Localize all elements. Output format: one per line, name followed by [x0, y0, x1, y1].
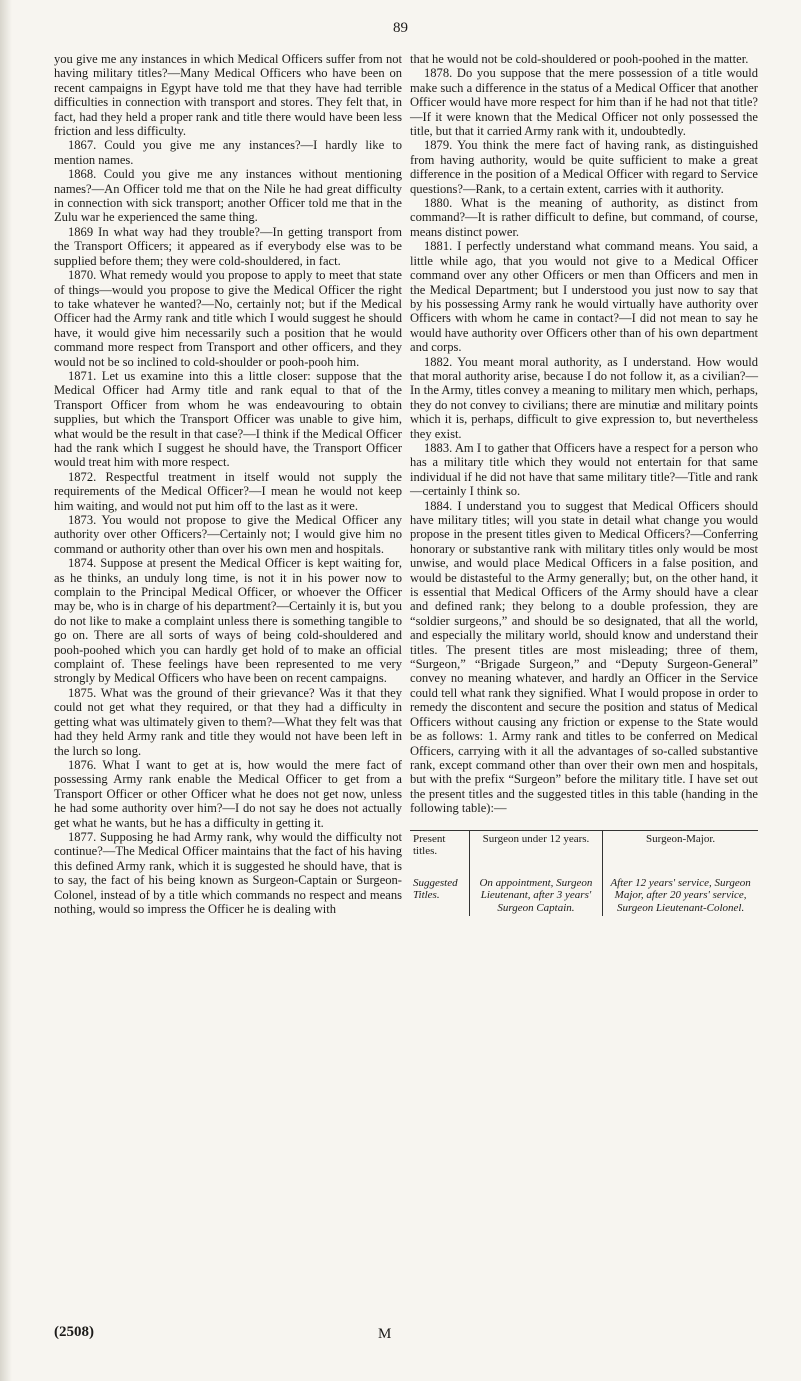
printer-code: (2508)	[54, 1324, 94, 1340]
paragraph	[54, 225, 402, 268]
row-label-suggested: Suggested Titles.	[413, 876, 458, 902]
paragraph-text: In what way had they trouble?—In getting transport from the Transport Officers; it appeared as if everybody else was to be supplied before them; they were cold-shouldered, in fact.	[54, 224, 403, 268]
question-number: 1881.	[424, 239, 458, 254]
cell-suggested-2: After 12 years' service, Surgeon Major, after 20 years' service, Surgeon Lieutenant-Colonel.	[610, 876, 751, 914]
paragraph-text: What was the ground of their grievance? Was it that they could not get what they required, or that they had a difficulty in getting what was ultimately given to them?—What they felt was that had they held Army rank and title they would not have been left in the lurch so long.	[54, 685, 402, 758]
question-number: 1872.	[68, 469, 106, 484]
paragraph	[54, 138, 402, 167]
paragraph-text: Respectful treatment in itself would not supply the requirements of the Medical Officer?—I mean he would not keep him waiting, and would not put him off to the last as it were.	[54, 469, 402, 513]
paragraph-text: What remedy would you propose to apply to meet that state of things—would you propose to give the Medical Officer the right to take whatever he wanted?—No, certainly not; but if the Medical Officer had the Army rank and title which I would suggest he should have, it would give him necessarily such a position that he would command more respect from Transport and other officers, and they would not be so inclined to cold-shoulder or pooh-pooh him.	[54, 268, 403, 369]
paragraph	[410, 239, 758, 354]
paragraph-text: What I want to get at is, how would the mere fact of possessing Army rank enable the Medical Officer to get from a Transport Officer or other Officer what he does not get now, unless he had some authority over him?—I do not say he does not actually get what he wants, but he has a difficulty in getting it.	[54, 757, 402, 830]
question-number: 1877.	[68, 829, 101, 844]
question-number: 1875.	[68, 685, 101, 700]
table-row-present	[410, 830, 758, 875]
right-column-paragraphs	[410, 52, 758, 816]
question-number: 1867.	[68, 138, 105, 153]
paragraph	[54, 369, 402, 470]
paragraph	[410, 441, 758, 499]
question-number: 1882.	[424, 354, 458, 369]
paragraph	[410, 196, 758, 239]
paragraph-text: You meant moral authority, as I understand. How would that moral authority arise, because I do not follow it, as a civilian?—In the Army, titles convey a meaning to military men which, perhaps, they do not convey to civilians; there are minutiæ and military points which it is, perhaps, difficult to give expression to, but nevertheless they exist.	[410, 354, 758, 441]
question-number: 1878.	[424, 66, 457, 81]
paragraph	[54, 52, 402, 138]
paragraph	[410, 66, 758, 138]
paragraph-text: Let us examine into this a little closer: suppose that the Medical Officer had Army title and rank equal to that of the Transport Officer from whom he was endeavouring to obtain supplies, but which the Transport Officer was unable to give him, what would be the result in that case?—I think if the Medical Officer had the rank which I suggest he should have, the Transport Officer would treat him with more respect.	[54, 368, 402, 470]
paragraph-text: Could you give me any instances?—I hardly like to mention names.	[54, 138, 402, 167]
signature-mark: M	[378, 1326, 392, 1342]
cell-suggested-1: On appointment, Surgeon Lieutenant, after 3 years' Surgeon Captain.	[469, 875, 602, 917]
page-number: 89	[393, 20, 408, 36]
paragraph-text: Supposing he had Army rank, why would the difficulty not continue?—The Medical Officer maintains that the fact of his having this defined Army rank, which it is suggested he should have, that is to say, the fact of his being known as Surgeon-Captain or Surgeon-Colonel, instead of by a title which commands no respect and means nothing, would so impress the Officer he is dealing with	[54, 829, 402, 916]
paragraph	[54, 513, 402, 556]
paragraph	[54, 686, 402, 758]
paragraph-text: I perfectly understand what command means. You said, a little while ago, that you would not give to a Medical Officer command over any other Officers or men than Officers and men in the Medical Department; but I understood you just now to say that by his possessing Army rank he would virtually have authority over Officers with whom he came in contact?—I did not mean to say he would have authority over Officers other than of his own department and corps.	[410, 239, 759, 355]
paragraph-text: You think the mere fact of having rank, as distinguished from having authority, would be quite sufficient to make a great difference in the position of a Medical Officer with regard to Service questions?—Rank, to a certain extent, carries with it authority.	[410, 138, 759, 196]
question-number: 1879.	[424, 138, 458, 153]
paragraph-text: Do you suppose that the mere possession of a title would make such a difference in the status of a Medical Officer that another Officer would have more respect for him than if he had not that title?—If it were known that the Medical Officer not only possessed the title, but that it carried Army rank with it, undoubtedly.	[410, 66, 758, 139]
paragraph	[54, 830, 402, 916]
right-column	[410, 52, 758, 916]
paragraph-text: Suppose at present the Medical Officer is kept waiting for, as he thinks, an unduly long time, is not it in his power now to complain to the Principal Medical Officer, or whoever the Officer may be, who is in charge of his department?—Certainly it is, but you do not like to make a complaint unless there is something tangible to go on. There are all sorts of ways of being cold-shouldered and pooh-poohed which you can hardly get hold of to make an official complaint of. These feelings have been represented to me very strongly by Medical Officers who have been on recent campaigns.	[54, 556, 402, 686]
paragraph-text: Could you give me any instances without mentioning names?—An Officer told me that on the Nile he had great difficulty in connection with sick transport; another Officer told me that in the Zulu war he experienced the same thing.	[54, 167, 402, 225]
question-number: 1883.	[424, 440, 455, 455]
paragraph	[54, 167, 402, 225]
page-edge-shadow	[0, 0, 12, 1381]
cell-present-1: Surgeon under 12 years.	[469, 830, 602, 875]
paragraph	[410, 52, 758, 66]
paragraph	[54, 556, 402, 686]
question-number: 1871.	[68, 368, 102, 383]
question-number: 1880.	[424, 196, 462, 211]
paragraph	[54, 470, 402, 513]
paragraph	[410, 138, 758, 196]
table-row-suggested	[410, 875, 758, 917]
titles-table	[410, 830, 758, 917]
paragraph	[54, 268, 402, 369]
paragraph	[410, 499, 758, 816]
question-number: 1873.	[68, 513, 102, 527]
row-label-present: Present titles.	[413, 832, 446, 858]
question-number: 1876.	[68, 757, 103, 772]
paragraph-text: that he would not be cold-shouldered or pooh-poohed in the matter.	[410, 52, 749, 66]
question-number: 1874.	[68, 556, 101, 571]
question-number: 1868.	[68, 167, 104, 182]
question-number: 1869	[68, 224, 99, 239]
cell-present-2: Surgeon-Major.	[646, 832, 716, 845]
paragraph	[54, 758, 402, 830]
paragraph-text: You would not propose to give the Medical Officer any authority over other Officers?—Certainly not; I would give him no command or authority other than over his own men and hospitals.	[54, 513, 402, 556]
question-number: 1884.	[424, 498, 458, 513]
question-number: 1870.	[68, 268, 100, 283]
paragraph-text: you give me any instances in which Medical Officers suffer from not having military titles?—Many Medical Officers who have been on recent campaigns in Egypt have told me that they have had terrible difficulties in connection with transport and stores. They felt that, in fact, had they held a proper rank and title there would have been less friction and less difficulty.	[54, 52, 402, 139]
paragraph-text: I understand you to suggest that Medical Officers should have military titles; will you state in detail what change you would propose in the present titles given to Medical Officers?—Conferring honorary or substantive rank with military titles only would be most unwise, and would place Medical Officers in a false position, and would be distasteful to the Army generally; but, on the other hand, it is essential that Medical Officers of the Army should have a clear and defined rank; they belong to a double profession, they are “soldier surgeons,” and should be so designated, that all the world, and especially the military world, should know and understand their titles. The present titles are most misleading; three of them, “Surgeon,” “Brigade Surgeon,” and “Deputy Surgeon-General” convey no meaning whatever, and hardly an Officer in the Service could tell what rank they signified. What I would propose in order to remedy the discontent and secure the position and status of Medical Officers without causing any friction or expense to the State would be as follows: 1. Army rank and titles to be conferred on Medical Officers, carrying with it all the advantages of so-called substantive rank, except command other than over their own men and hospitals, but with the prefix “Surgeon” before the military title. I have set out the present titles and the suggested titles in this table (handing in the following table):—	[410, 498, 758, 816]
left-column	[54, 52, 402, 916]
paragraph	[410, 355, 758, 441]
paragraph-text: What is the meaning of authority, as distinct from command?—It is rather difficult to define, but command, of course, means distinct power.	[410, 196, 758, 239]
paragraph-text: Am I to gather that Officers have a respect for a person who has a military title which they would not entertain for that same individual if he did not have that same military title?—Title and rank—certainly I think so.	[410, 440, 758, 499]
